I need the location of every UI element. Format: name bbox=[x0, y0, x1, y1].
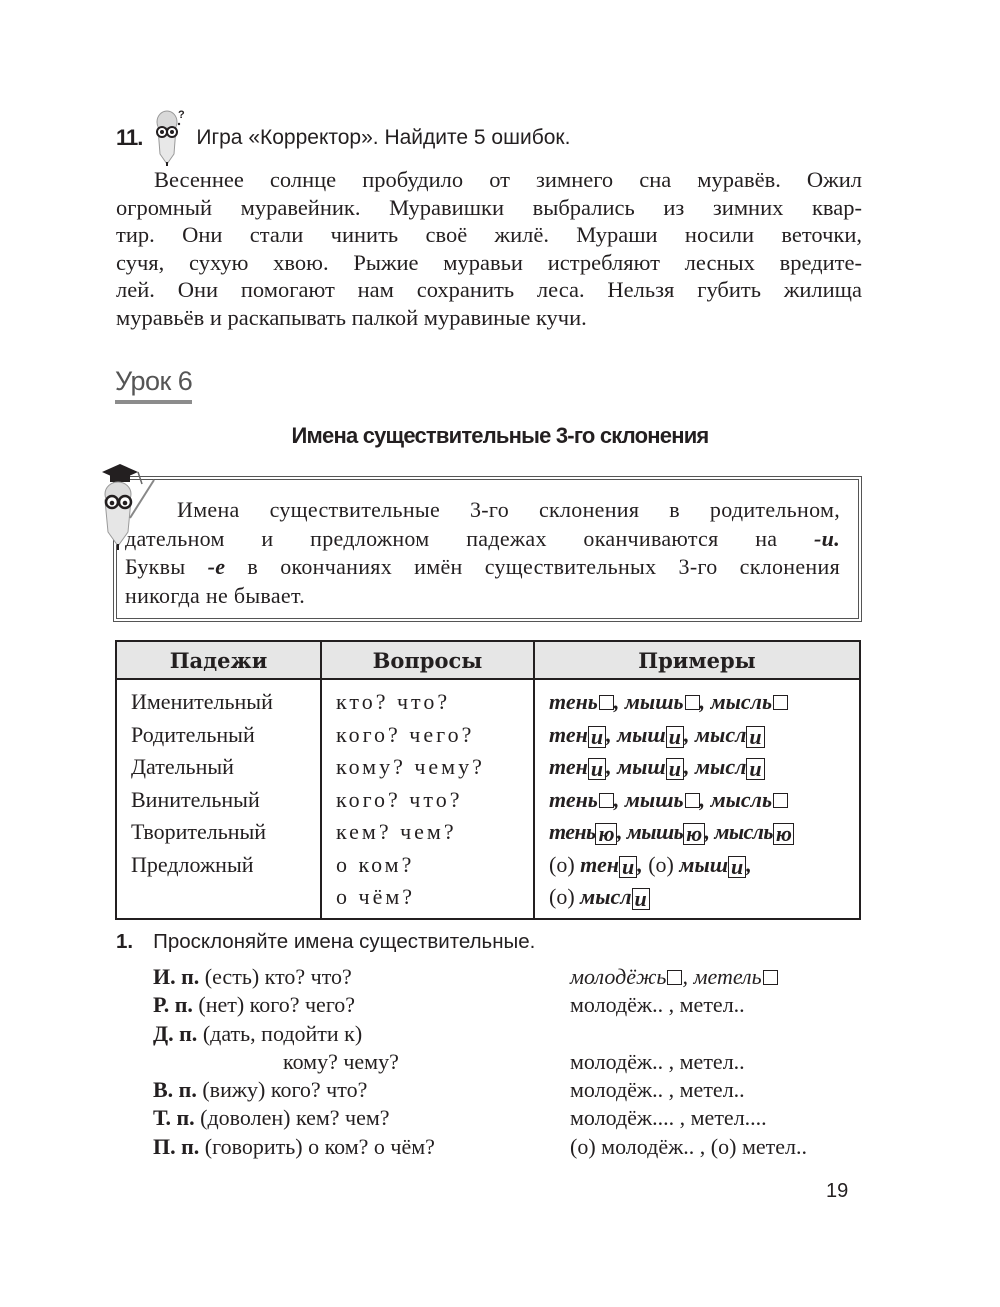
decl-row bbox=[153, 1133, 873, 1161]
zero-ending-box bbox=[773, 695, 788, 710]
case-hint: (доволен) кем? чем? bbox=[200, 1105, 390, 1131]
declension-exercise bbox=[153, 963, 873, 1161]
example-row-dative bbox=[549, 751, 859, 784]
decl-case bbox=[153, 1020, 362, 1048]
zero-ending-box bbox=[685, 793, 700, 808]
zero-ending-box bbox=[599, 793, 614, 808]
zero-ending-box bbox=[599, 695, 614, 710]
example-row-instrumental bbox=[549, 816, 859, 849]
question: кого? что? bbox=[336, 786, 463, 812]
decl-row bbox=[153, 991, 873, 1019]
preposition: (о) bbox=[648, 851, 674, 877]
word-stem: мышь bbox=[624, 689, 684, 714]
decl-row bbox=[153, 1048, 873, 1076]
ending-box: ю bbox=[595, 823, 616, 845]
decl-case bbox=[153, 963, 352, 991]
decl-case bbox=[153, 1104, 390, 1132]
rule-text bbox=[116, 479, 859, 619]
word-stem: мыш bbox=[617, 754, 666, 779]
text-line: Весеннее солнце пробудило от зимнего сна муравёв. Ожил bbox=[154, 167, 862, 192]
ending-e: -е bbox=[207, 554, 226, 579]
text-line: огромный муравейник. Муравишки выбрались из зимних квар- bbox=[116, 194, 862, 220]
decl-answer: молодёжь , метель bbox=[570, 963, 778, 991]
case-abbr: Т. п. bbox=[153, 1105, 195, 1131]
word-stem: тень bbox=[549, 786, 598, 812]
pencil-teacher-mascot-icon bbox=[96, 462, 166, 554]
question: кто? что? bbox=[336, 689, 451, 714]
case-hint: (дать, подойти к) bbox=[202, 1020, 363, 1046]
case-abbr: Р. п. bbox=[153, 992, 193, 1018]
comma: , bbox=[699, 689, 706, 714]
word-stem: тень bbox=[549, 819, 596, 844]
decl-row bbox=[153, 1104, 873, 1132]
examples-column bbox=[534, 679, 860, 919]
comma: , bbox=[683, 754, 690, 779]
cases-column bbox=[116, 679, 321, 919]
lesson-topic: Имена существительные 3-го склонения bbox=[291, 423, 709, 448]
decl-answer: молодёж.. , метел.. bbox=[570, 1048, 745, 1074]
question: кем? чем? bbox=[336, 819, 457, 844]
comma: , bbox=[616, 819, 622, 844]
question: кому? чему? bbox=[336, 754, 485, 779]
word: молодёжь bbox=[570, 964, 667, 989]
case-hint: кому? чему? bbox=[283, 1048, 399, 1074]
exercise-11-header bbox=[116, 109, 571, 158]
comma: , bbox=[606, 721, 612, 747]
rule-line-text: Буквы bbox=[125, 554, 208, 579]
comma: , bbox=[704, 819, 710, 844]
svg-text:?: ? bbox=[178, 109, 186, 121]
rule-line: Имена существительные 3-го склонения в родительном, bbox=[177, 497, 840, 522]
decl-answer: (о) молодёж.. , (о) метел.. bbox=[570, 1133, 807, 1159]
rule-line bbox=[125, 553, 840, 582]
example-row-nominative bbox=[549, 686, 859, 719]
ending-box: и bbox=[746, 758, 764, 780]
decl-row bbox=[153, 1076, 873, 1104]
ending-box: и bbox=[588, 726, 606, 748]
preposition: (о) bbox=[549, 884, 575, 909]
ending-box: ю bbox=[773, 823, 794, 845]
exercise-1-header bbox=[116, 930, 535, 954]
case-name: Именительный bbox=[131, 689, 273, 714]
word-stem: тен bbox=[580, 851, 619, 877]
pencil-mascot-question-icon bbox=[152, 108, 188, 168]
example-row-prepositional-cont bbox=[549, 881, 859, 914]
text-line: лей. Они помогают нам сохранить леса. Нельзя губить жилища bbox=[116, 277, 862, 302]
example-row-accusative bbox=[549, 784, 859, 817]
case-abbr: И. п. bbox=[153, 964, 200, 989]
word-stem: мысль bbox=[710, 786, 773, 812]
case-name: Родительный bbox=[131, 721, 255, 747]
zero-ending-box bbox=[685, 695, 700, 710]
decl-answer: молодёж.. , метел.. bbox=[570, 1077, 745, 1103]
decl-case bbox=[153, 1076, 367, 1104]
decl-case bbox=[153, 991, 355, 1019]
rule-line-text: в окончаниях имён существительных 3-го склонения bbox=[225, 554, 840, 579]
rule-line-text: дательном и предложном падежах оканчиваются на bbox=[125, 525, 815, 551]
header-questions: Вопросы bbox=[321, 641, 534, 679]
preposition: (о) bbox=[549, 851, 575, 877]
example-row-genitive bbox=[549, 719, 859, 752]
ending-i: -и. bbox=[814, 525, 840, 551]
ending-box: и bbox=[728, 856, 746, 878]
question: о ком? bbox=[336, 851, 415, 877]
comma: , bbox=[683, 721, 690, 747]
word-stem: мысль bbox=[710, 689, 773, 714]
case-abbr: В. п. bbox=[153, 1077, 197, 1103]
exercise-11-text bbox=[116, 166, 862, 331]
word-stem: тен bbox=[549, 721, 588, 747]
decl-answer: молодёж.. , метел.. bbox=[570, 992, 745, 1018]
question: кого? чего? bbox=[336, 721, 475, 747]
word-stem: мыш bbox=[617, 721, 666, 747]
ending-box: и bbox=[619, 856, 637, 878]
ending-box: и bbox=[588, 758, 606, 780]
ending-box: и bbox=[746, 726, 764, 748]
case-abbr: П. п. bbox=[153, 1133, 200, 1159]
page-number: 19 bbox=[826, 1180, 849, 1202]
comma: , bbox=[699, 786, 706, 812]
word-stem: мысль bbox=[714, 819, 773, 844]
word-stem: мыш bbox=[679, 851, 729, 877]
question: о чём? bbox=[336, 884, 416, 909]
ending-box: и bbox=[632, 888, 650, 910]
exercise-number: 11. bbox=[116, 125, 143, 150]
text-line: сучя, сухую хвою. Рыжие муравьи истребляют лесных вредите- bbox=[116, 249, 862, 275]
rule-line: никогда не бывает. bbox=[125, 582, 306, 608]
text-line: муравьёв и раскапывать палкой муравиные кучи. bbox=[116, 304, 587, 330]
rule-line bbox=[125, 525, 840, 554]
comma: , bbox=[613, 689, 620, 714]
ending-box: и bbox=[666, 758, 684, 780]
comma: , bbox=[746, 851, 752, 877]
decl-answer: молодёж.... , метел.... bbox=[570, 1105, 767, 1131]
case-name: Винительный bbox=[131, 786, 260, 812]
case-name: Дательный bbox=[131, 754, 234, 779]
decl-row bbox=[153, 1020, 873, 1048]
zero-ending-box bbox=[773, 793, 788, 808]
word-stem: мышь bbox=[624, 786, 684, 812]
questions-column bbox=[321, 679, 534, 919]
word-stem: мысл bbox=[694, 721, 747, 747]
table-header-row bbox=[116, 641, 860, 679]
zero-ending-box bbox=[667, 970, 682, 985]
word-stem: тень bbox=[549, 689, 598, 714]
case-abbr: Д. п. bbox=[153, 1020, 198, 1046]
decl-case bbox=[153, 1133, 435, 1161]
case-hint: (нет) кого? чего? bbox=[198, 992, 356, 1018]
word-stem: мысл bbox=[580, 884, 632, 909]
exercise-title: Просклоняйте имена существительные. bbox=[153, 930, 536, 953]
comma: , bbox=[613, 786, 620, 812]
word: метель bbox=[693, 964, 762, 989]
rule-box bbox=[113, 476, 862, 622]
zero-ending-box bbox=[763, 970, 778, 985]
exercise-title: Игра «Корректор». Найдите 5 ошибок. bbox=[196, 126, 571, 149]
word-stem: тен bbox=[549, 754, 588, 779]
decl-case bbox=[153, 1048, 399, 1076]
case-hint: (вижу) кого? что? bbox=[202, 1077, 368, 1103]
header-examples: Примеры bbox=[534, 641, 860, 679]
declension-table bbox=[115, 640, 861, 920]
comma: , bbox=[637, 851, 643, 877]
word-stem: мысл bbox=[694, 754, 747, 779]
case-name: Творительный bbox=[131, 819, 267, 844]
exercise-number: 1. bbox=[116, 930, 134, 953]
example-row-prepositional bbox=[549, 849, 859, 882]
ending-box: и bbox=[666, 726, 684, 748]
case-name: Предложный bbox=[131, 851, 254, 877]
text-line: тир. Они стали чинить своё жилё. Мураши носили веточки, bbox=[116, 222, 862, 247]
case-hint: (говорить) о ком? о чём? bbox=[204, 1133, 435, 1159]
ending-box: ю bbox=[683, 823, 704, 845]
header-cases: Падежи bbox=[116, 641, 321, 679]
word-stem: мышь bbox=[626, 819, 684, 844]
table-row bbox=[116, 679, 860, 919]
case-hint: (есть) кто? что? bbox=[204, 964, 352, 989]
decl-row bbox=[153, 963, 873, 991]
lesson-label: Урок 6 bbox=[115, 366, 192, 404]
comma: , bbox=[606, 754, 612, 779]
